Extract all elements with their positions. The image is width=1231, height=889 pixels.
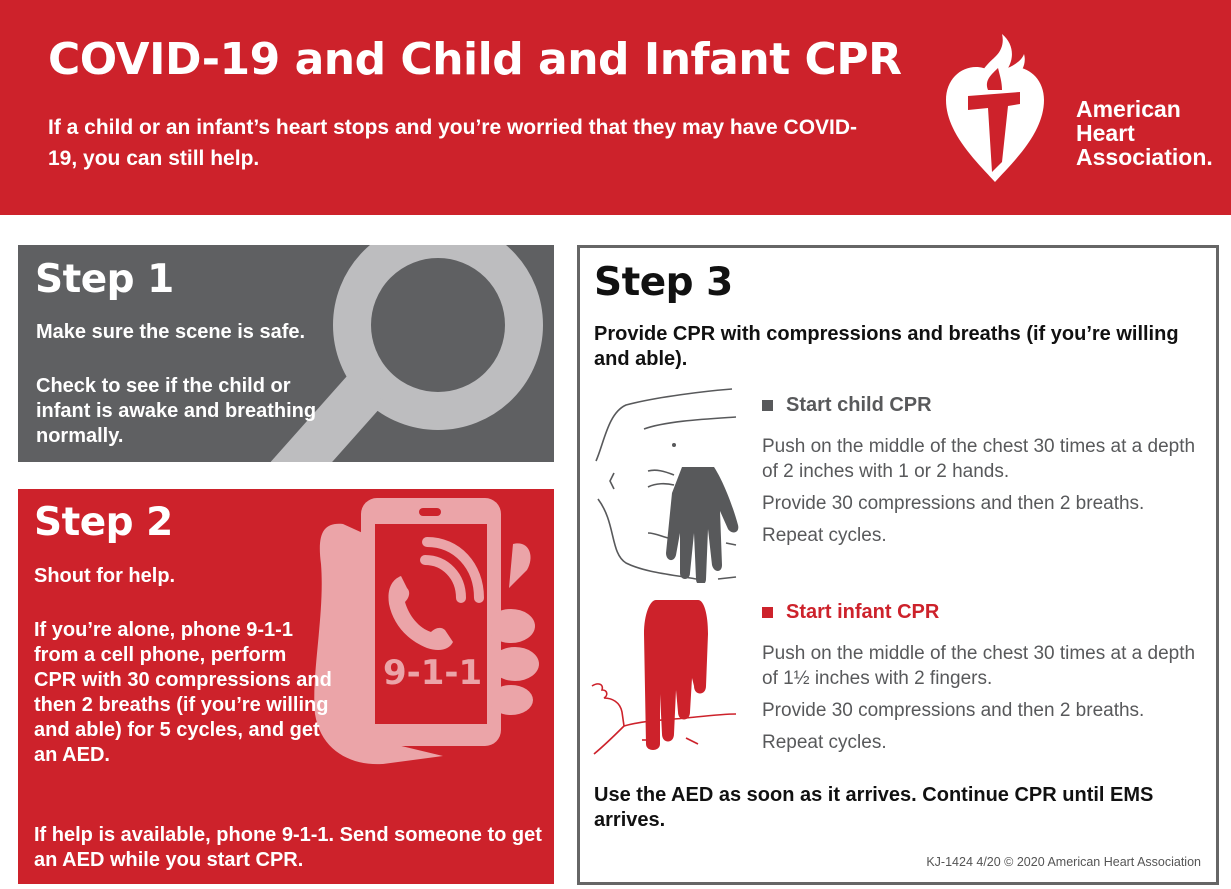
step-3-title: Step 3 <box>594 260 733 305</box>
bullet-square-icon <box>762 607 773 618</box>
step-3-aed-instruction: Use the AED as soon as it arrives. Continue CPR until EMS arrives. <box>594 784 1154 831</box>
child-cpr-heading <box>762 394 932 417</box>
child-cpr-line-ratio: Provide 30 compressions and then 2 breaths. <box>762 493 1145 514</box>
step-2-text-alone: If you’re alone, phone 9-1-1 from a cell phone, perform CPR with 30 compressions and then 2 breaths (if you’re willing and able) for 5 cycles, and get an AED. <box>34 619 332 766</box>
step-1-text-check-breathing: Check to see if the child or infant is awake and breathing normally. <box>36 375 317 447</box>
step-2-text-help-available: If help is available, phone 9-1-1. Send someone to get an AED while you start CPR. <box>34 824 542 871</box>
page-title: COVID-19 and Child and Infant CPR <box>48 34 902 85</box>
step-1-title: Step 1 <box>35 257 174 302</box>
logo-line-american: American <box>1076 96 1181 122</box>
hand-holding-phone-icon <box>303 494 543 769</box>
page-subtitle: If a child or an infant’s heart stops and you’re worried that they may have COVID-19, you can still help. <box>48 116 858 170</box>
step-3-intro: Provide CPR with compressions and breaths (if you’re willing and able). <box>594 323 1179 370</box>
logo-line-association: Association. <box>1076 144 1213 170</box>
step-2-text-shout: Shout for help. <box>34 565 176 587</box>
svg-text:9-1-1: 9-1-1 <box>383 653 483 693</box>
bullet-square-icon <box>762 400 773 411</box>
infant-two-finger-compression-icon <box>586 594 746 764</box>
infant-cpr-line-repeat: Repeat cycles. <box>762 732 887 753</box>
step-1-text-scene-safe: Make sure the scene is safe. <box>36 321 306 343</box>
logo-line-heart: Heart <box>1076 120 1135 146</box>
document-footer-code: KJ-1424 4/20 © 2020 American Heart Association <box>926 855 1201 869</box>
infant-cpr-instructions <box>762 641 1207 762</box>
heart-torch-icon <box>944 34 1046 184</box>
child-cpr-heading-text: Start child CPR <box>786 394 932 416</box>
infant-cpr-heading <box>762 601 939 624</box>
header-banner <box>0 0 1231 215</box>
aha-logo-text <box>1076 97 1213 169</box>
infant-cpr-line-depth: Push on the middle of the chest 30 times at a depth of 1½ inches with 2 fingers. <box>762 643 1196 689</box>
infant-cpr-heading-text: Start infant CPR <box>786 601 940 623</box>
child-cpr-line-depth: Push on the middle of the chest 30 times at a depth of 2 inches with 1 or 2 hands. <box>762 436 1196 482</box>
child-cpr-instructions <box>762 434 1207 555</box>
child-chest-compression-icon <box>586 383 746 583</box>
infant-cpr-line-ratio: Provide 30 compressions and then 2 breaths. <box>762 700 1145 721</box>
child-cpr-line-repeat: Repeat cycles. <box>762 525 887 546</box>
step-3-panel <box>577 245 1219 885</box>
step-2-panel <box>18 489 554 884</box>
step-1-panel <box>18 245 554 462</box>
step-2-title: Step 2 <box>34 500 173 545</box>
